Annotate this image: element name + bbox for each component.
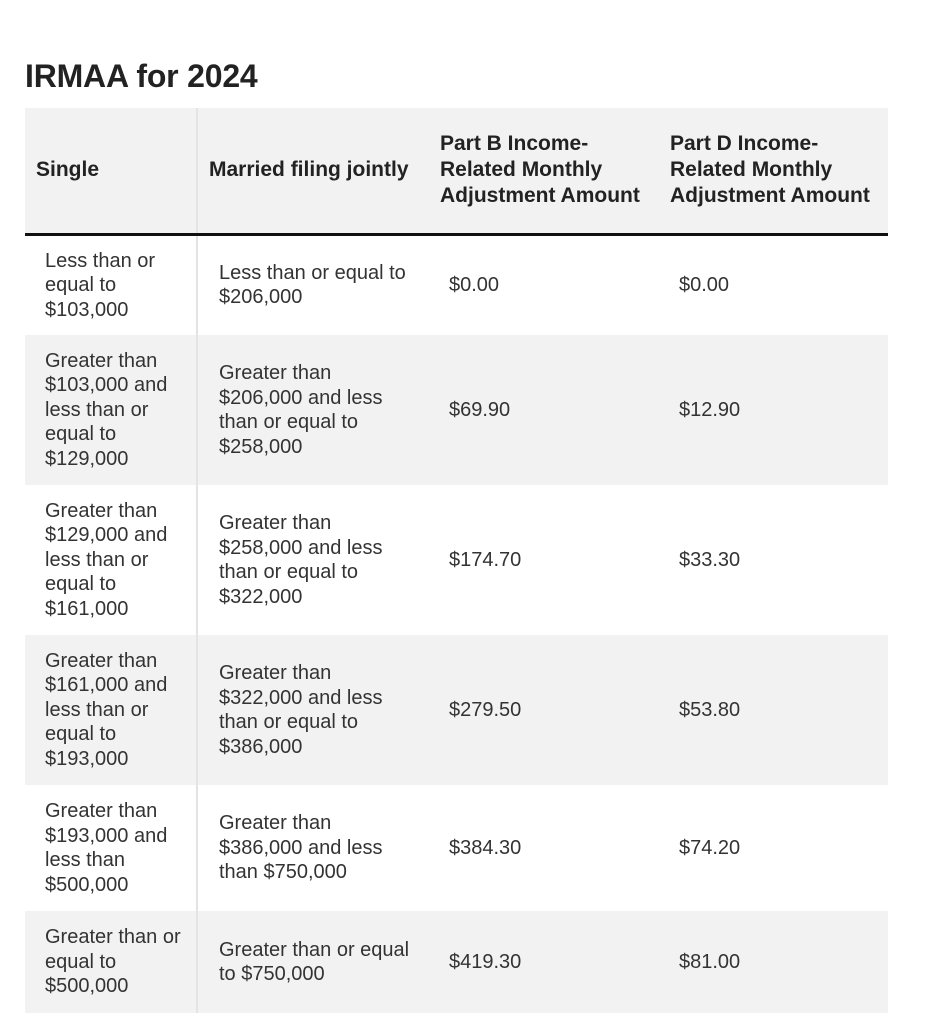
header-married-filing-jointly: Married filing jointly: [197, 108, 427, 234]
cell-single: Greater than $103,000 and less than or equal to $129,000: [25, 335, 197, 485]
table-row: [25, 635, 888, 785]
cell-single: Greater than or equal to $500,000: [25, 911, 197, 1013]
cell-married: Less than or equal to $206,000: [219, 261, 406, 309]
cell-married: Greater than $386,000 and less than $750,000: [219, 812, 383, 884]
table-header: [25, 108, 888, 234]
cell-single: Greater than $161,000 and less than or equal to $193,000: [25, 635, 197, 785]
cell-part-d: $74.20: [679, 836, 741, 859]
table-row: [25, 335, 888, 485]
header-single: Single: [25, 108, 197, 234]
cell-married: Greater than or equal to $750,000: [219, 938, 410, 985]
header-part-d-irmaa: Part D Income-Related Monthly Adjustment Amount: [657, 108, 888, 234]
cell-part-b: $0.00: [449, 274, 500, 296]
table-row: [25, 911, 888, 1013]
cell-married: Greater than $258,000 and less than or equal to $322,000: [219, 512, 383, 608]
cell-part-b: $174.70: [449, 548, 522, 571]
cell-part-d: $0.00: [679, 274, 730, 296]
table-row: [25, 485, 888, 635]
cell-part-d: $81.00: [679, 950, 741, 973]
cell-married: Greater than $206,000 and less than or equal to $258,000: [219, 362, 383, 458]
table-row: [25, 785, 888, 911]
header-row: [25, 108, 888, 234]
header-part-b-irmaa: Part B Income-Related Monthly Adjustment Amount: [427, 108, 657, 234]
cell-part-d: $53.80: [679, 698, 741, 721]
cell-part-d: $33.30: [679, 548, 741, 571]
cell-married: Greater than $322,000 and less than or equal to $386,000: [219, 662, 383, 758]
table-body: [25, 234, 888, 1013]
page-title: IRMAA for 2024: [25, 58, 258, 94]
cell-part-b: $384.30: [449, 836, 522, 859]
cell-part-b: $419.30: [449, 950, 522, 973]
cell-single: Greater than $193,000 and less than $500,000: [25, 785, 197, 911]
cell-single: Less than or equal to $103,000: [25, 234, 197, 335]
cell-single: Greater than $129,000 and less than or equal to $161,000: [25, 485, 197, 635]
cell-part-b: $69.90: [449, 398, 511, 421]
cell-part-d: $12.90: [679, 398, 741, 421]
table-row: [25, 234, 888, 335]
cell-part-b: $279.50: [449, 698, 522, 721]
irmaa-table: [25, 108, 888, 1013]
